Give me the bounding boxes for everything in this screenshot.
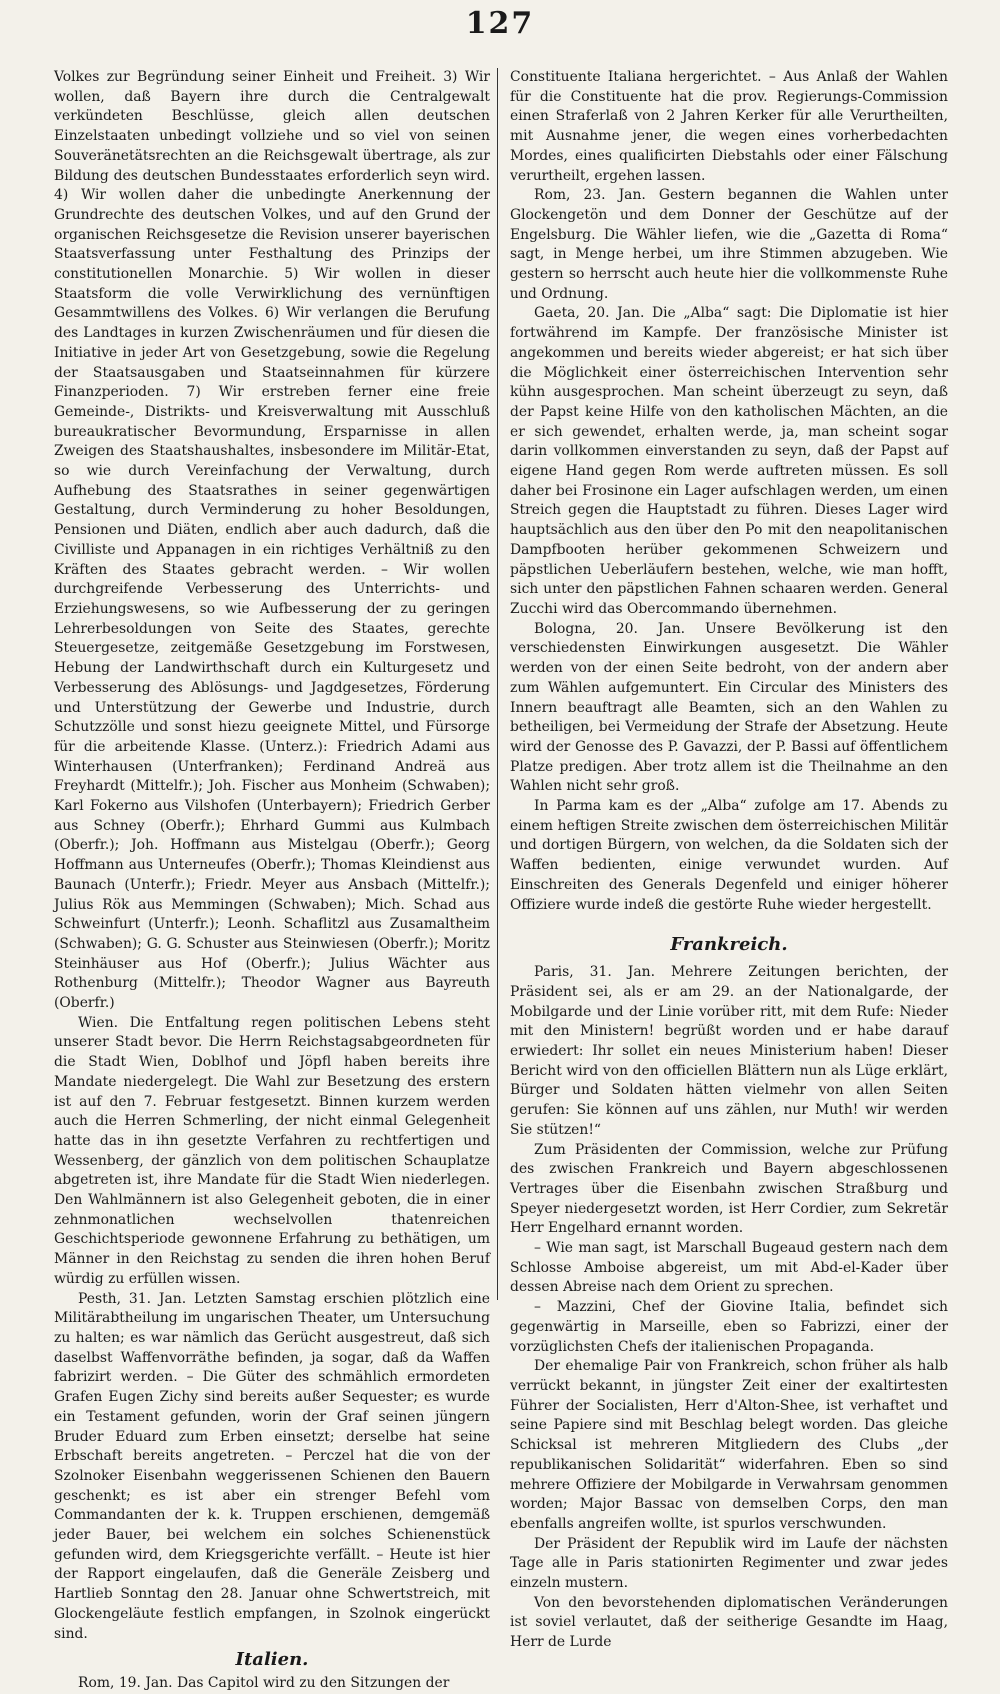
column-divider	[497, 68, 498, 1300]
article-paragraph: – Mazzini, Chef der Giovine Italia, befindet sich gegenwärtig in Marseille, eben so Fabrizzi, einer der vorzüglichsten Chefs der italienischen Propaganda.	[510, 1299, 948, 1355]
article-paragraph: Wien. Die Entfaltung regen politischen Lebens steht unserer Stadt bevor. Die Herrn Reichstagsabgeordneten für die Stadt Wien, Doblhof und Jöpfl haben bereits ihre Mandate niedergelegt. Die Wahl zur Besetzung des erstern ist auf den 7. Februar festgesetzt. Binnen kurzem werden auch die Herren Schmerling, der nicht einmal Gelegenheit hatte das in ihn gesetzte Verfahren zu rechtfertigen und Wessenberg, der gänzlich von dem politischen Schauplatze abgetreten ist, ihre Mandate für die Stadt Wien niederlegen. Den Wahlmännern ist also Gelegenheit geboten, die in einer zehnmonatlichen wechselvollen thatenreichen Geschichtsperiode gewonnene Erfahrung zu bethätigen, um Männer in den Reichstag zu senden die ihren hohen Beruf würdig zu erfüllen wissen.	[54, 1014, 490, 1287]
section-heading-italien: Italien.	[235, 1649, 309, 1671]
right-column	[510, 68, 948, 1653]
page-number: 127	[465, 6, 535, 41]
article-paragraph: Paris, 31. Jan. Mehrere Zeitungen berichten, der Präsident sei, als er am 29. an der Nationalgarde, der Mobilgarde und der Linie vorüber ritt, mit dem Rufe: Nieder mit den Ministern! begrüßt worden und er habe darauf erwiedert: Ihr sollet ein neues Ministerium haben! Dieser Bericht wird von den officiellen Blättern nun als Lüge erklärt, Bürger und Soldaten hätten vielmehr von allen Seiten gerufen: Sie können auf uns zählen, nur Muth! wir werden Sie stützen!“	[510, 964, 948, 1138]
article-paragraph: Rom, 19. Jan. Das Capitol wird zu den Sitzungen der	[78, 1675, 450, 1692]
article-paragraph: Der Präsident der Republik wird im Laufe der nächsten Tage alle in Paris stationirten Regimenter und zwar jedes einzeln mustern.	[510, 1535, 948, 1592]
article-paragraph: Von den bevorstehenden diplomatischen Veränderungen ist soviel verlautet, daß der seitherige Gesandte im Haag, Herr de Lurde	[510, 1594, 948, 1651]
article-paragraph: Gaeta, 20. Jan. Die „Alba“ sagt: Die Diplomatie ist hier fortwährend im Kampfe. Der französische Minister ist angekommen und bereits wieder abgereist; er hat sich über die Möglichkeit einer österreichischen Intervention sehr kühn ausgesprochen. Man scheint überzeugt zu seyn, daß der Papst keine Hilfe von den katholischen Mächten, an die er sich gewendet, erhalten werde, ja, man scheint sogar darin vollkommen einverstanden zu seyn, daß der Papst auf eigene Hand gegen Rom werde auftreten müssen. Es soll daher bei Frosinone ein Lager aufschlagen werden, um einen Streich gegen die Hauptstadt zu führen. Dieses Lager wird hauptsächlich aus den über den Po mit den neapolitanischen Dampfbooten herüber gekommenen Schweizern und päpstlichen Ueberläufern bestehen, welche, wie man hofft, sich unter den päpstlichen Fahnen schaaren werden. General Zucchi wird das Obercommando übernehmen.	[510, 305, 948, 617]
article-paragraph: Constituente Italiana hergerichtet. – Aus Anlaß der Wahlen für die Constituente hat die prov. Regierungs-Commission einen Straferlaß von 2 Jahren Kerker für alle Verurtheilten, mit Ausnahme jener, die wegen eines vorherbedachten Mordes, eines qualificirten Diebstahls oder einer Fälschung verurtheilt, ergehen lassen.	[510, 69, 948, 184]
article-paragraph: Rom, 23. Jan. Gestern begannen die Wahlen unter Glockengetön und dem Donner der Geschütze auf der Engelsburg. Die Wähler liefen, wie die „Gazetta di Roma“ sagt, in Menge herbei, um ihre Stimmen abzugeben. Wie gestern so herrscht auch heute hier die vollkommenste Ruhe und Ordnung.	[510, 187, 948, 302]
article-paragraph: Volkes zur Begründung seiner Einheit und Freiheit. 3) Wir wollen, daß Bayern ihre durch die Centralgewalt verkündeten Beschlüsse, gleich allen deutschen Einzelstaaten unbedingt vollziehe und so viel von seinen Souveränetätsrechten an die Reichsgewalt übertrage, als zur Bildung des deutschen Bundesstaates erforderlich seyn wird. 4) Wir wollen daher die unbedingte Anerkennung der Grundrechte des deutschen Volkes, und auf den Grund der organischen Reichsgesetze die Revision unserer bayerischen Staatsverfassung unter Festhaltung des Prinzips der constitutionellen Monarchie. 5) Wir wollen in dieser Staatsform die volle Verwirklichung des vernünftigen Gesammtwillens des Volkes. 6) Wir verlangen die Berufung des Landtages in kurzen Zwischenräumen und für diesen die Initiative in jeder Art von Gesetzgebung, sowie die Regelung der Staatsausgaben und Staatseinnahmen für kürzere Finanzperioden. 7) Wir erstreben ferner eine freie Gemeinde-, Distrikts- und Kreisverwaltung mit Ausschluß bureaukratischer Bevormundung, Ersparnisse in allen Zweigen des Staatshaushaltes, insbesondere im Militär-Etat, so wie durch Vereinfachung der Verwaltung, durch Aufhebung des Staatsrathes in seiner gegenwärtigen Gestaltung, durch Verminderung zu hoher Besoldungen, Pensionen und Diäten, endlich aber auch dadurch, daß die Civilliste und Appanagen in ein richtiges Verhältniß zu den Kräften des Staates gebracht werden. – Wir wollen durchgreifende Verbesserung des Unterrichts- und Erziehungswesens, so wie Aufbesserung der zu geringen Lehrerbesoldungen von Seite des Staates, gerechte Steuergesetze, zeitgemäße Gesetzgebung im Forstwesen, Hebung der Landwirthschaft durch ein Kulturgesetz und Verbesserung des Ablösungs- und Jagdgesetzes, Förderung und Unterstützung der Gewerbe und Industrie, durch Schutzzölle und sonst hiezu geeignete Mittel, und Fürsorge für die arbeitende Klasse. (Unterz.): Friedrich Adami aus Winterhausen (Unterfranken); Ferdinand Andreä aus Freyhardt (Mittelfr.); Joh. Fischer aus Monheim (Schwaben); Karl Fokerno aus Vilshofen (Unterbayern); Friedrich Gerber aus Schney (Oberfr.); Ehrhard Gummi aus Kulmbach (Oberfr.); Joh. Hoffmann aus Mistelgau (Oberfr.); Georg Hoffmann aus Unterneufes (Oberfr.); Thomas Kleindienst aus Baunach (Unterfr.); Friedr. Meyer aus Ansbach (Mittelfr.); Julius Rök aus Memmingen (Schwaben); Mich. Schad aus Schweinfurt (Unterfr.); Leonh. Schaflitzl aus Zusamaltheim (Schwaben); G. G. Schuster aus Steinwiesen (Oberfr.); Moritz Steinhäuser aus Hof (Oberfr.); Julius Wächter aus Rothenburg (Mittelfr.); Theodor Wagner aus Bayreuth (Oberfr.)	[54, 69, 490, 1012]
article-paragraph: Zum Präsidenten der Commission, welche zur Prüfung des zwischen Frankreich und Bayern abgeschlossenen Vertrages über die Eisenbahn zwischen Straßburg und Speyer niedergesetzt worden, ist Herr Cordier, zum Sekretär Herr Engelhard ernannt worden.	[510, 1141, 948, 1237]
left-column	[54, 68, 490, 1694]
article-paragraph: Bologna, 20. Jan. Unsere Bevölkerung ist den verschiedensten Einwirkungen ausgesetzt. Die Wähler werden von der einen Seite bedroht, von der andern aber zum Wählen aufgemuntert. Ein Circular des Ministers des Innern beauftragt alle Beamten, sich an den Wahlen zu betheiligen, bei Vermeidung der Strafe der Absetzung. Heute wird der Genosse des P. Gavazzi, der P. Bassi auf öffentlichem Platze predigen. Aber trotz allem ist die Theilnahme an den Wahlen nicht sehr groß.	[510, 620, 948, 795]
article-paragraph: – Wie man sagt, ist Marschall Bugeaud gestern nach dem Schlosse Amboise abgereist, um mit Abd-el-Kader über dessen Abreise nach dem Orient zu sprechen.	[510, 1240, 948, 1296]
article-paragraph: In Parma kam es der „Alba“ zufolge am 17. Abends zu einem heftigen Streite zwischen dem österreichischen Militär und dortigen Bürgern, von welchen, da die Soldaten sich der Waffen bedienten, einige verwundet wurden. Auf Einschreiten des Generals Degenfeld und einiger höherer Offiziere wurde indeß die gestörte Ruhe wieder hergestellt.	[510, 798, 948, 913]
article-paragraph: Pesth, 31. Jan. Letzten Samstag erschien plötzlich eine Militärabtheilung im ungarischen Theater, um Untersuchung zu halten; es war nämlich das Gerücht ausgestreut, daß sich daselbst Waffenvorräthe befinden, ja sogar, daß da Waffen fabrizirt werden. – Die Güter des schmählich ermordeten Grafen Eugen Zichy sind bereits außer Sequester; es wurde ein Testament gefunden, worin der Graf seinen jüngern Bruder Eduard zum Erben einsetzt; derselbe hat seine Erbschaft bereits angetreten. – Perczel hat die von der Szolnoker Eisenbahn weggerissenen Schienen den Bauern geschenkt; es ist aber ein strenger Befehl vom Commandanten der k. k. Truppen erschienen, demgemäß jeder Bauer, bei welchem ein solches Schienenstück gefunden wird, dem Kriegsgerichte verfällt. – Heute ist hier der Rapport eingelaufen, daß die Generäle Zeisberg und Hartlieb Sonntag den 28. Januar ohne Schwertstreich, mit Glockengeläute festlich empfangen, in Szolnok eingerückt sind.	[54, 1290, 490, 1642]
section-heading-frankreich: Frankreich.	[670, 934, 788, 956]
article-paragraph: Der ehemalige Pair von Frankreich, schon früher als halb verrückt bekannt, in jüngster Zeit einer der exaltirtesten Führer der Socialisten, Herr d'Alton-Shee, ist verhaftet und seine Papiere sind mit Beschlag belegt worden. Das gleiche Schicksal ist mehreren Mitgliedern des Clubs „der republikanischen Solidarität“ widerfahren. Eben so sind mehrere Offiziere der Mobilgarde in Verwahrsam genommen worden; Major Bassac von demselben Corps, den man ebenfalls angreifen wollte, ist spurlos verschwunden.	[510, 1358, 948, 1532]
